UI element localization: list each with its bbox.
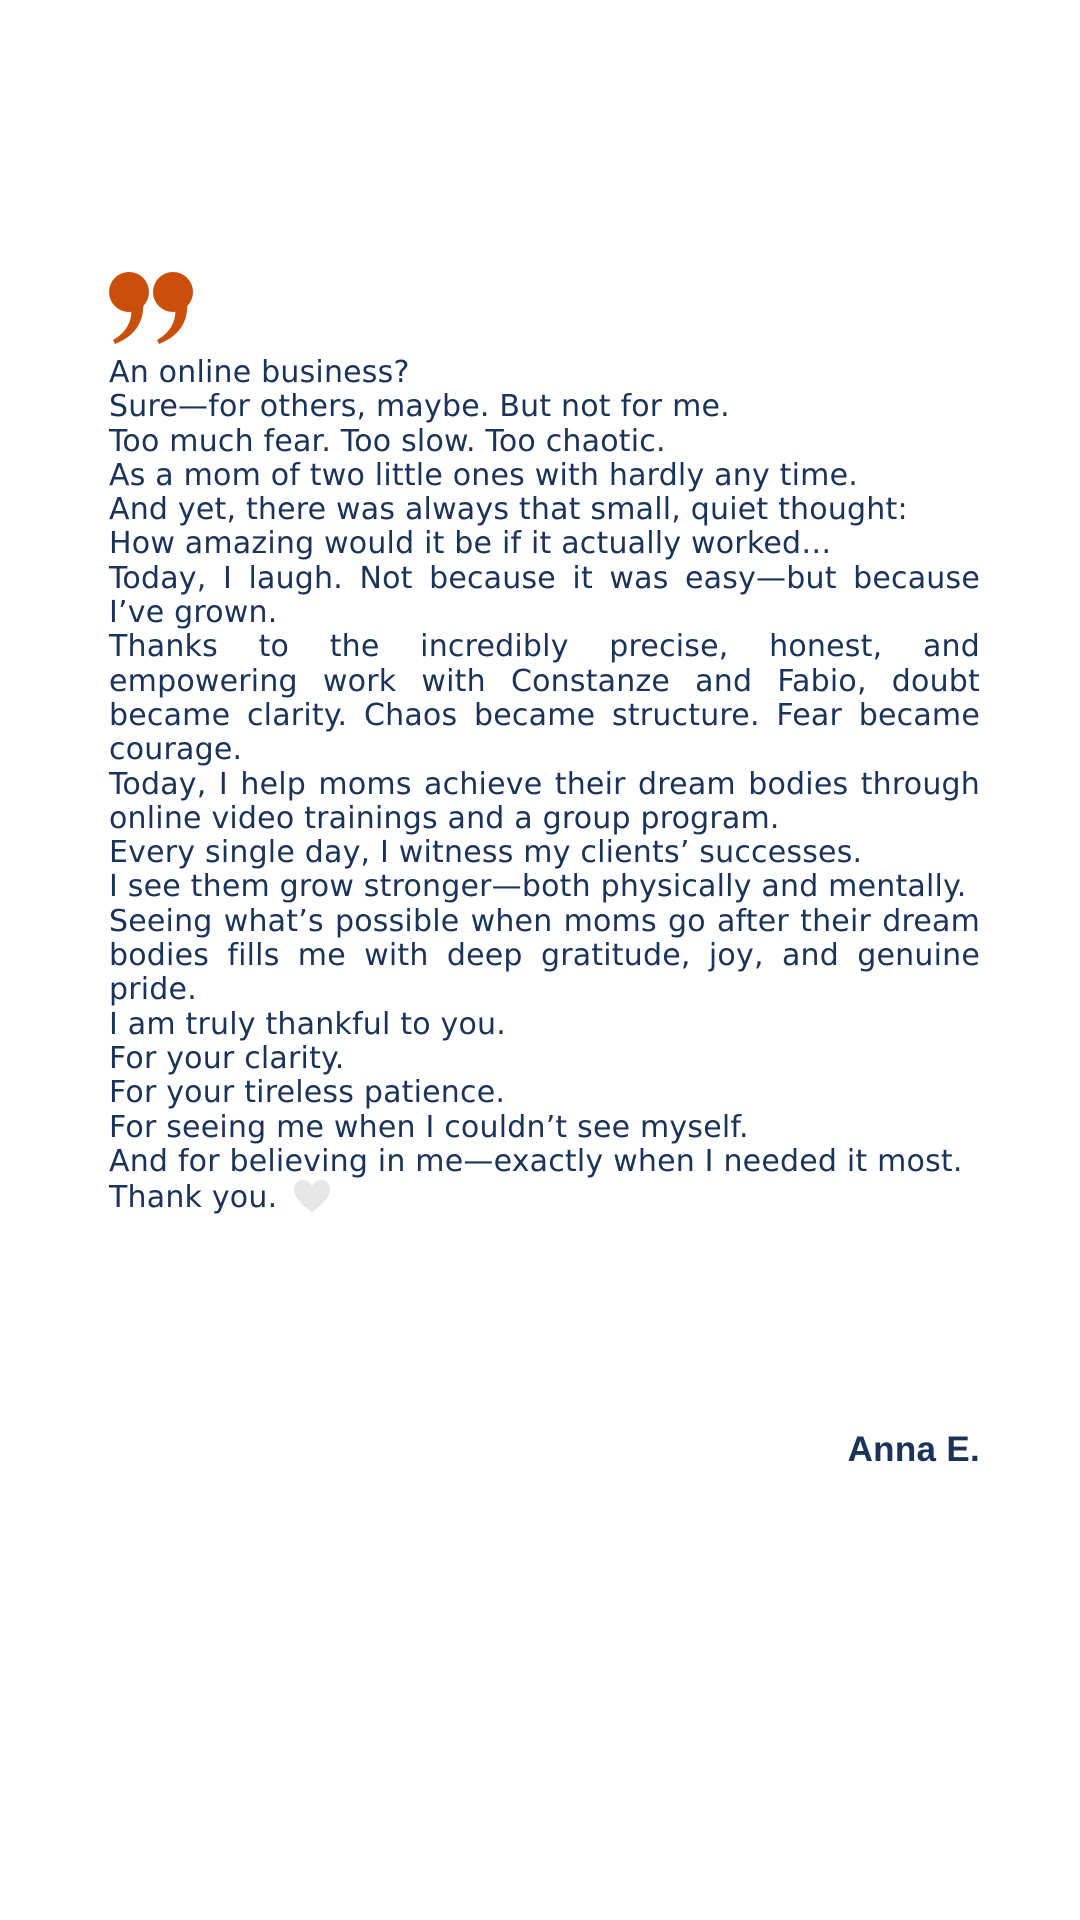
testimonial-line: Every single day, I witness my clients’ successes. bbox=[109, 835, 863, 871]
testimonial-line: As a mom of two little ones with hardly any time. bbox=[109, 457, 858, 493]
testimonial-line: Thanks to the incredibly precise, honest, and empowering work with Constanze and Fabio, doubt became clarity. Chaos became structure. Fear became courage. bbox=[109, 629, 980, 768]
testimonial-line: How amazing would it be if it actually worked… bbox=[109, 526, 832, 562]
testimonial-line: And yet, there was always that small, quiet thought: bbox=[109, 492, 908, 528]
testimonial-line: Too much fear. Too slow. Too chaotic. bbox=[109, 423, 666, 459]
testimonial-line: For seeing me when I couldn’t see myself. bbox=[109, 1109, 749, 1145]
testimonial-closing-line bbox=[109, 1179, 980, 1215]
testimonial-line: Seeing what’s possible when moms go after their dream bodies fills me with deep gratitude, joy, and genuine pride. bbox=[109, 903, 980, 1008]
closing-quote-icon bbox=[109, 270, 199, 350]
testimonial-line: And for believing in me—exactly when I needed it most. bbox=[109, 1143, 963, 1179]
testimonial-line: I am truly thankful to you. bbox=[109, 1006, 506, 1042]
testimonial-line: Today, I help moms achieve their dream bodies through online video trainings and a group program. bbox=[109, 766, 980, 836]
white-heart-icon bbox=[293, 1179, 331, 1213]
testimonial-card bbox=[109, 270, 980, 1215]
testimonial-line: I see them grow stronger—both physically and mentally. bbox=[109, 869, 967, 905]
testimonial-text bbox=[109, 356, 980, 1215]
testimonial-line: An online business? bbox=[109, 355, 410, 390]
testimonial-line: Sure—for others, maybe. But not for me. bbox=[109, 389, 730, 425]
thank-you-text: Thank you. bbox=[109, 1180, 278, 1216]
testimonial-line: Today, I laugh. Not because it was easy—but because I’ve grown. bbox=[109, 560, 980, 631]
author-name: Anna E. bbox=[847, 1430, 980, 1469]
testimonial-line: For your clarity. bbox=[109, 1040, 345, 1076]
testimonial-line: For your tireless patience. bbox=[109, 1075, 506, 1111]
